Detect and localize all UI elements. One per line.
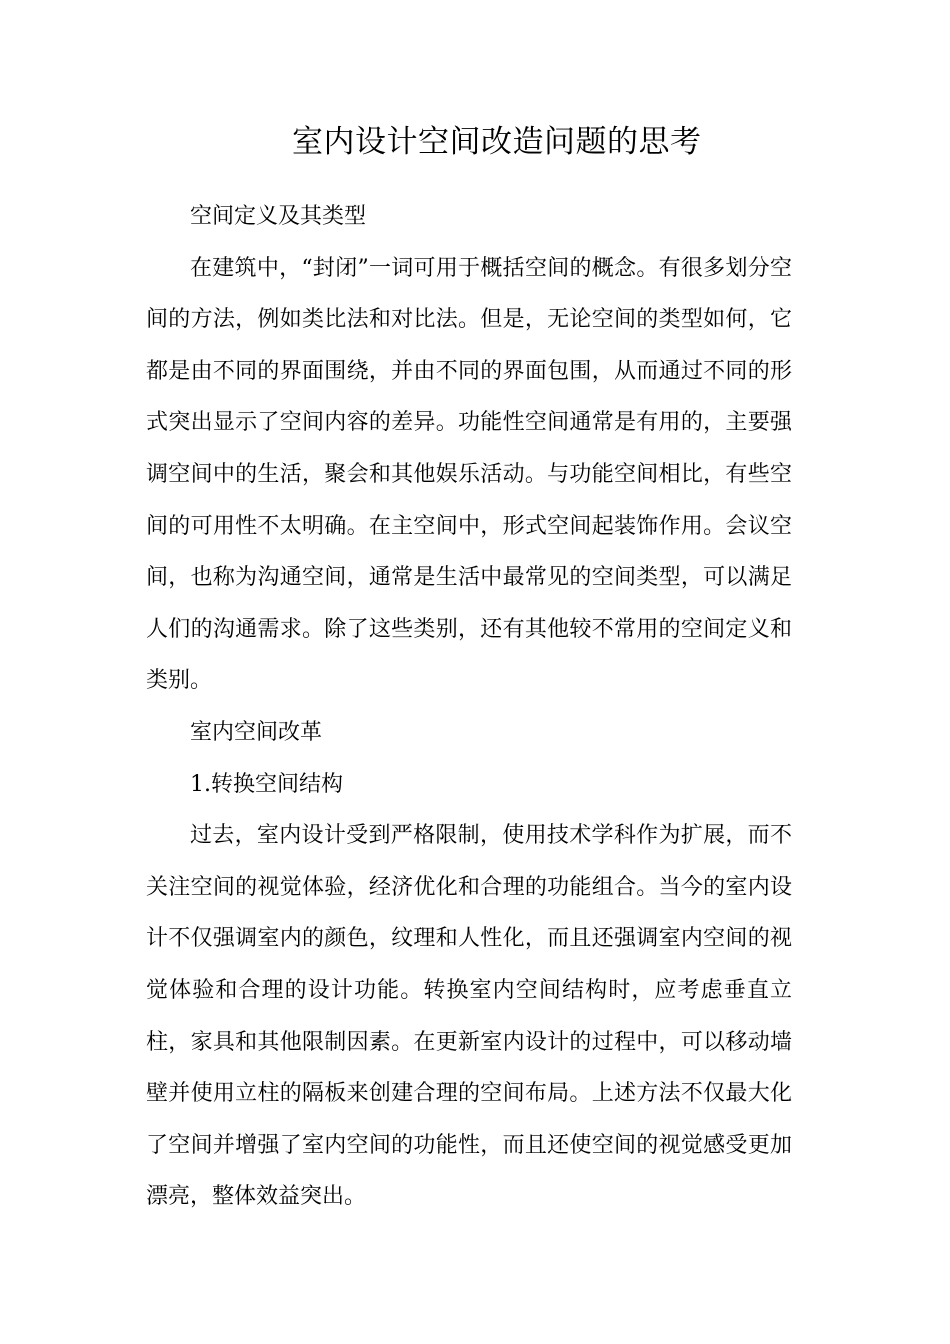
document-body [146, 191, 792, 1223]
paragraph-space-definition: 在建筑中，“封闭”一词可用于概括空间的概念。有很多划分空间的方法，例如类比法和对比法。但是，无论空间的类型如何，它都是由不同的界面围绕，并由不同的界面包围，从而通过不同的形式突出显示了空间内容的差异。功能性空间通常是有用的，主要强调空间中的生活，聚会和其他娱乐活动。与功能空间相比，有些空间的可用性不太明确。在主空间中，形式空间起装饰作用。会议空间，也称为沟通空间，通常是生活中最常见的空间类型，可以满足人们的沟通需求。除了这些类别，还有其他较不常用的空间定义和类别。 [146, 255, 792, 694]
section-heading-interior-reform: 室内空间改革 [190, 719, 323, 745]
document-title: 室内设计空间改造问题的思考 [292, 124, 702, 160]
section-heading-space-definition: 空间定义及其类型 [190, 204, 367, 229]
subheading-transform-structure: 1.转换空间结构 [190, 771, 343, 797]
paragraph-transform-structure: 过去，室内设计受到严格限制，使用技术学科作为扩展，而不关注空间的视觉体验，经济优化和合理的功能组合。当今的室内设计不仅强调室内的颜色，纹理和人性化，而且还强调室内空间的视觉体验和合理的设计功能。转换室内空间结构时，应考虑垂直立柱，家具和其他限制因素。在更新室内设计的过程中，可以移动墙壁并使用立柱的隔板来创建合理的空间布局。上述方法不仅最大化了空间并增强了室内空间的功能性，而且还使空间的视觉感受更加漂亮，整体效益突出。 [146, 823, 792, 1210]
